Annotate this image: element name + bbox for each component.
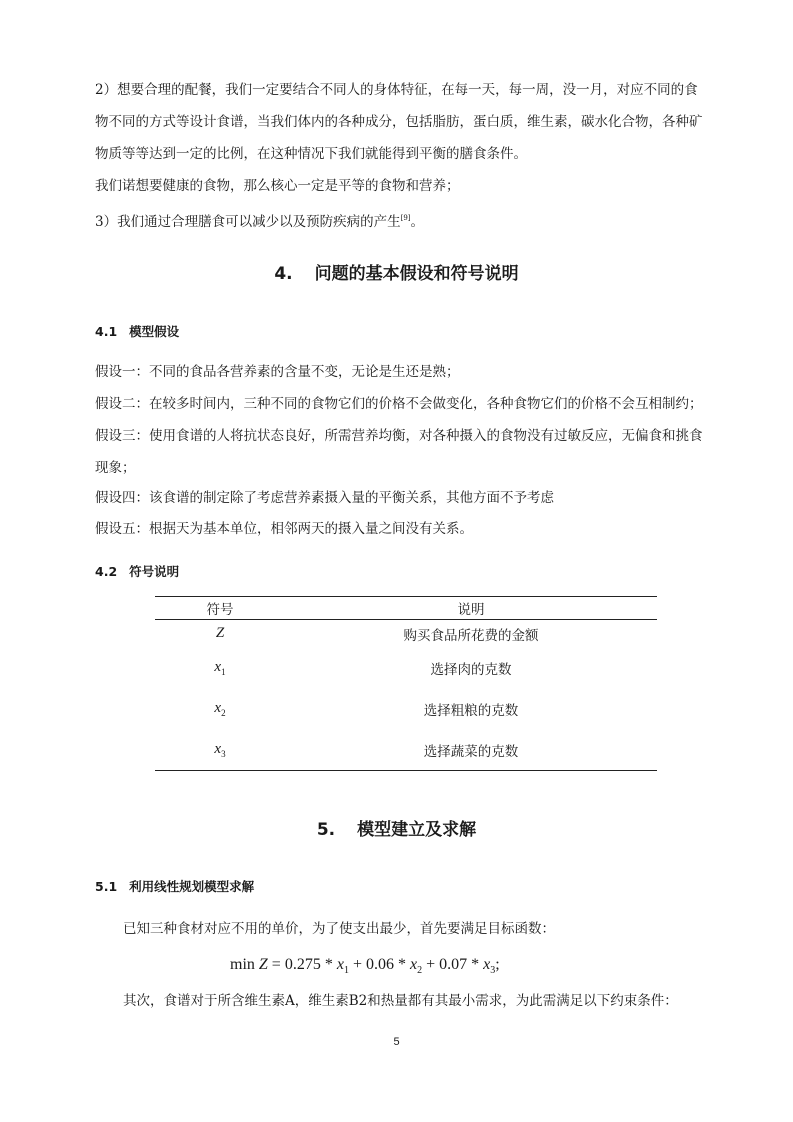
section4-1-title: 模型假设 <box>129 324 180 339</box>
intro-summary: 我们诺想要健康的食物，那么核心一定是平等的食物和营养； <box>95 178 460 194</box>
section5-title: 模型建立及求解 <box>357 820 477 840</box>
assumption-3: 假设三：使用食谱的人将抗状态良好，所需营养均衡，对各种摄入的食物没有过敏反应，无偏食和挑食 <box>95 428 703 444</box>
symbol-cell <box>155 729 285 771</box>
formula-sub: 2 <box>417 965 423 977</box>
section4-2-heading <box>95 563 179 581</box>
formula-plus1: + 0.06 * <box>348 956 410 973</box>
header-symbol: 符号 <box>155 597 285 620</box>
symbol-table <box>155 596 657 771</box>
symbol-cell <box>155 688 285 729</box>
section4-title: 问题的基本假设和符号说明 <box>314 264 519 284</box>
table-row <box>155 647 657 688</box>
formula-min: min <box>230 956 255 973</box>
symbol-letter: x <box>214 699 222 716</box>
intro-item2-line2: 物不同的方式等设计食谱，当我们体内的各种成分，包括脂肪，蛋白质，维生素，碳水化合物，各种矿 <box>95 114 703 130</box>
section5-1-title: 利用线性规划模型求解 <box>129 879 255 894</box>
assumption-5: 假设五：根据天为基本单位，相邻两天的摄入量之间没有关系。 <box>95 521 473 537</box>
formula-lhs: Z <box>258 956 268 973</box>
section5-number: 5. <box>316 820 336 840</box>
formula-sub: 1 <box>343 965 349 977</box>
section5-heading <box>0 818 793 842</box>
symbol-var <box>214 659 225 675</box>
table-row <box>155 688 657 729</box>
symbol-cell <box>155 620 285 648</box>
description-cell: 购买食品所花费的金额 <box>403 627 539 644</box>
header-description: 说明 <box>285 597 657 620</box>
assumption-4: 假设四：该食谱的制定除了考虑营养素摄入量的平衡关系，其他方面不予考虑 <box>95 490 554 506</box>
symbol-cell <box>155 647 285 688</box>
intro-item3-text: 3）我们通过合理膳食可以减少以及预防疾病的产生 <box>95 214 401 230</box>
symbol-var: Z <box>215 625 225 641</box>
citation-ref: [9] <box>400 214 411 222</box>
formula-eq: = 0.275 * <box>267 956 337 973</box>
symbol-letter: x <box>214 658 222 675</box>
section4-1-heading <box>95 323 179 341</box>
page-number: 5 <box>393 1036 400 1048</box>
intro-item2-line1: 2）想要合理的配餐，我们一定要结合不同人的身体特征，在每一天，每一周，没一月，对应不同的食 <box>95 82 698 98</box>
section4-2-number: 4.2 <box>95 564 118 579</box>
formula-plus2: + 0.07 * <box>422 956 484 973</box>
symbol-subscript: 2 <box>221 707 226 718</box>
formula-var: x <box>409 956 418 973</box>
symbol-var <box>214 700 225 716</box>
table-row <box>155 729 657 771</box>
assumption-2: 假设二：在较多时间内，三种不同的食物它们的价格不会做变化，各种食物它们的价格不会互相制约； <box>95 396 703 412</box>
intro-item2-line3: 物质等等达到一定的比例，在这种情况下我们就能得到平衡的膳食条件。 <box>95 146 527 162</box>
section4-number: 4. <box>274 264 293 284</box>
objective-function <box>230 954 500 982</box>
intro-item3-end: 。 <box>410 214 425 230</box>
assumption-3-cont: 现象； <box>95 460 136 476</box>
formula-end: ; <box>495 956 500 973</box>
intro-item3 <box>95 208 424 232</box>
section4-1-number: 4.1 <box>95 324 118 339</box>
description-cell: 选择蔬菜的克数 <box>285 729 657 771</box>
section4-heading <box>0 262 793 286</box>
formula-sub: 3 <box>490 965 496 977</box>
section4-2-title: 符号说明 <box>129 564 180 579</box>
formula-var: x <box>483 956 491 973</box>
table-row <box>155 620 657 648</box>
section5-para1: 已知三种食材对应不用的单价，为了使支出最少，首先要满足目标函数： <box>123 921 555 937</box>
symbol-letter: x <box>214 740 222 757</box>
symbol-table-header <box>155 597 657 620</box>
symbol-subscript: 3 <box>221 748 226 759</box>
symbol-var <box>214 741 225 757</box>
section5-para2: 其次，食谱对于所含维生素A，维生素B2和热量都有其最小需求，为此需满足以下约束条件： <box>123 993 678 1009</box>
formula-var: x <box>336 956 344 973</box>
description-cell: 选择肉的克数 <box>430 661 512 678</box>
symbol-subscript: 1 <box>221 666 226 677</box>
description-cell: 选择粗粮的克数 <box>423 702 519 719</box>
assumption-1: 假设一：不同的食品各营养素的含量不变，无论是生还是熟； <box>95 364 460 380</box>
section5-1-number: 5.1 <box>95 879 118 894</box>
section5-1-heading <box>95 878 254 896</box>
